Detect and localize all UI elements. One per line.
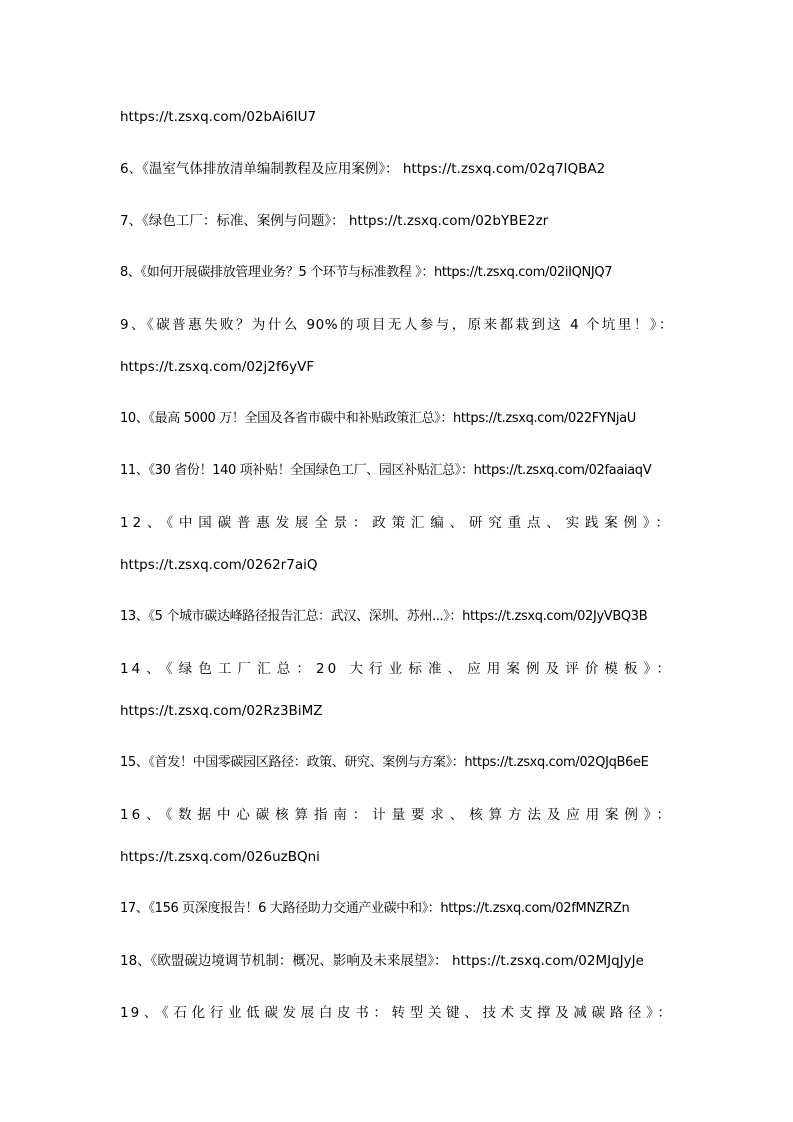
link-line[interactable]: https://t.zsxq.com/02bAi6IU7 bbox=[120, 109, 317, 125]
link-line[interactable]: https://t.zsxq.com/0262r7aiQ bbox=[120, 557, 318, 573]
link-line[interactable]: https://t.zsxq.com/02Rz3BiMZ bbox=[120, 703, 323, 719]
list-item-11[interactable]: 11、《30 省份！140 项补贴！全国绿色工厂、园区补贴汇总》：https://t.zsxq.com/02faaiaqV bbox=[120, 463, 652, 478]
list-item-9: 9、《碳普惠失败？为什么 90%的项目无人参与，原来都栽到这 4 个坑里！》： bbox=[120, 317, 673, 333]
list-item-15[interactable]: 15、《首发！中国零碳园区路径：政策、研究、案例与方案》：https://t.zsxq.com/02QJqB6eE bbox=[120, 755, 649, 770]
link-line[interactable]: https://t.zsxq.com/026uzBQni bbox=[120, 849, 320, 865]
list-item-19: 19、《石化行业低碳发展白皮书：转型关键、技术支撑及减碳路径》： bbox=[120, 1005, 673, 1021]
list-item-16: 16、《数据中心碳核算指南：计量要求、核算方法及应用案例》： bbox=[120, 807, 673, 823]
list-item-8[interactable]: 8、《如何开展碳排放管理业务？5 个环节与标准教程 》：https://t.zsxq.com/02iIQNJQ7 bbox=[120, 265, 613, 280]
list-item-17[interactable]: 17、《156 页深度报告！6 大路径助力交通产业碳中和》：https://t.zsxq.com/02fMNZRZn bbox=[120, 901, 630, 916]
list-item-18[interactable]: 18、《欧盟碳边境调节机制：概况、影响及未来展望》： https://t.zsxq.com/02MJqJyJe bbox=[120, 953, 644, 969]
list-item-14: 14、《绿色工厂汇总：20 大行业标准、应用案例及评价模板》： bbox=[120, 661, 673, 677]
list-item-10[interactable]: 10、《最高 5000 万！全国及各省市碳中和补贴政策汇总》：https://t.zsxq.com/022FYNjaU bbox=[120, 411, 636, 426]
list-item-12: 12、《中国碳普惠发展全景：政策汇编、研究重点、实践案例》： bbox=[120, 515, 673, 531]
link-line[interactable]: https://t.zsxq.com/02j2f6yVF bbox=[120, 359, 315, 375]
list-item-7[interactable]: 7、《绿色工厂：标准、案例与问题》： https://t.zsxq.com/02bYBE2zr bbox=[120, 213, 549, 229]
list-item-6[interactable]: 6、《温室气体排放清单编制教程及应用案例》： https://t.zsxq.com/02q7IQBA2 bbox=[120, 161, 606, 177]
list-item-13[interactable]: 13、《5 个城市碳达峰路径报告汇总：武汉、深圳、苏州...》：https://t.zsxq.com/02JyVBQ3B bbox=[120, 609, 648, 624]
